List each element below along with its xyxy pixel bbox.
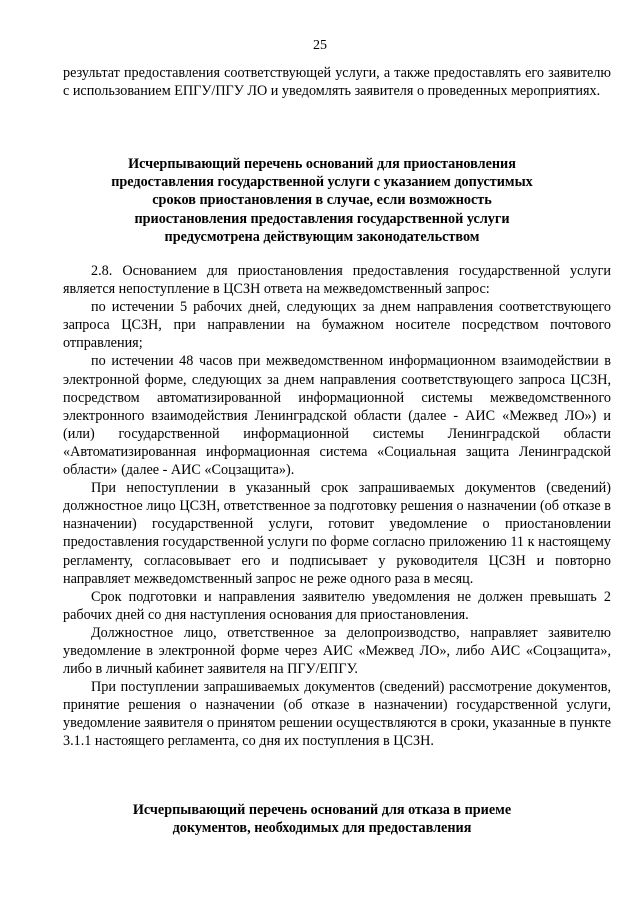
heading-line: Исчерпывающий перечень оснований для приостановления	[128, 156, 516, 172]
heading-line: приостановления предоставления государственной услуги	[134, 210, 510, 227]
paragraph-upon-receipt: При поступлении запрашиваемых документов (сведений) рассмотрение документов, принятие решения о назначении (об отказе в назначении) государственной услуги, уведомление заявителя о принятом решении осуществляются в сроки, указанные в пункте 3.1.1 настоящего регламента, со дня их поступления в ЦСЗН.	[63, 679, 611, 750]
intro-paragraph: результат предоставления соответствующей услуги, а также предоставлять его заявителю с использованием ЕПГУ/ПГУ ЛО и уведомлять заявителя о проведенных мероприятиях.	[63, 65, 611, 100]
main-section	[63, 262, 611, 751]
section-heading-suspension	[80, 155, 564, 246]
heading-line: предоставления государственной услуги с указанием допустимых	[111, 174, 533, 191]
heading-line: сроков приостановления в случае, если возможность	[152, 192, 492, 209]
heading-line: предусмотрена действующим законодательством	[164, 228, 480, 245]
paragraph-notification-term: Срок подготовки и направления заявителю уведомления не должен превышать 2 рабочих дней со дня наступления основания для приостановления.	[63, 588, 611, 623]
paragraph-paper-request: по истечении 5 рабочих дней, следующих за днем направления соответствующего запроса ЦСЗН, при направлении на бумажном носителе посредством почтового отправления;	[63, 299, 611, 352]
heading-line: документов, необходимых для предоставления	[172, 820, 472, 837]
paragraph-official-sends: Должностное лицо, ответственное за делопроизводство, направляет заявителю уведомление в электронной форме через АИС «Межвед ЛО», либо АИС «Соцзащита», либо в личный кабинет заявителя на ПГУ/ЕПГУ.	[63, 624, 611, 678]
page-number: 25	[313, 38, 327, 53]
heading-line: Исчерпывающий перечень оснований для отказа в приеме	[132, 802, 512, 818]
paragraph-2-8: 2.8. Основанием для приостановления предоставления государственной услуги является непоступление в ЦСЗН ответа на межведомственный запрос:	[63, 263, 611, 298]
paragraph-non-receipt: При непоступлении в указанный срок запрашиваемых документов (сведений) должностное лицо ЦСЗН, ответственное за подготовку решения о назначении (об отказе в назначении) государственной услуги, готовит уведомление о приостановлении предоставления государственной услуги по форме согласно приложению 11 к настоящему регламенту, согласовывает его и подписывает у руководителя ЦСЗН и повторно направляет межведомственный запрос не реже одного раза в месяц.	[63, 480, 611, 587]
intro-section	[63, 64, 611, 100]
paragraph-electronic-request: по истечении 48 часов при межведомственном информационном взаимодействии в электронной форме, следующих за днем направления соответствующего запроса ЦСЗН, посредством автоматизированной информационной системы межведомственного электронного взаимодействия Ленинградской области (далее - АИС «Межвед ЛО») и (или) государственной информационной системы Ленинградской области «Автоматизированная информационная система «Социальная защита Ленинградской области» (далее - АИС «Соцзащита»).	[63, 353, 611, 479]
section-heading-refusal	[80, 801, 564, 837]
